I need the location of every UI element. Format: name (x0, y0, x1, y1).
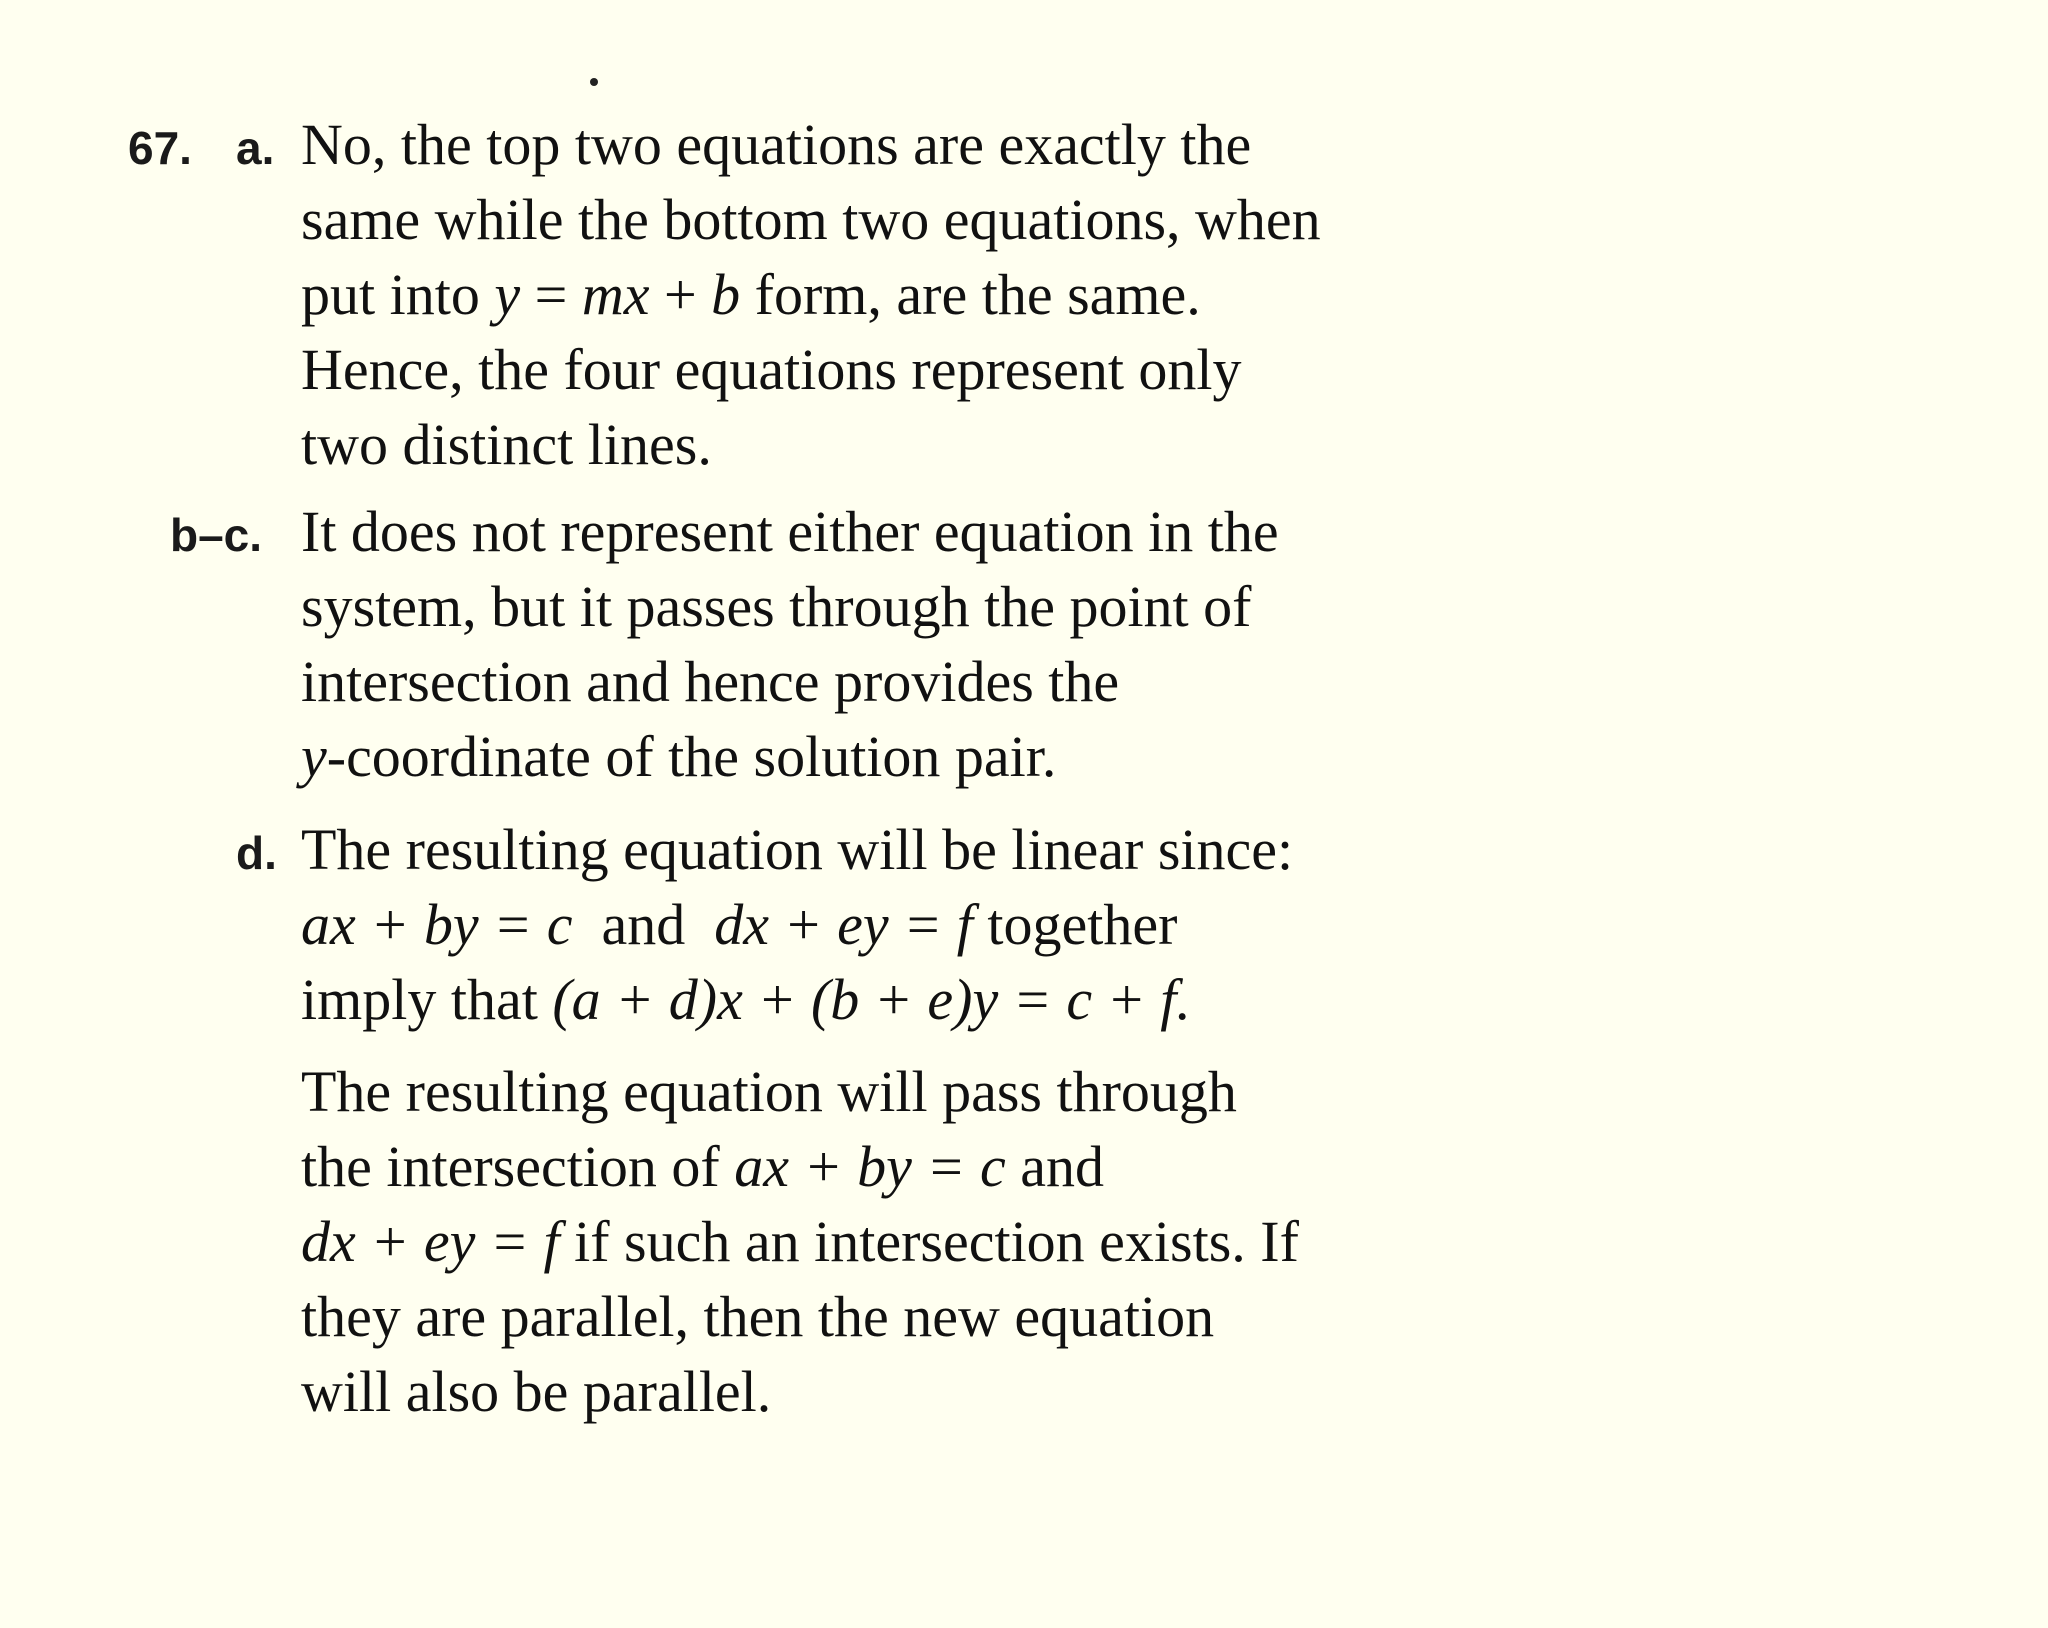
part-a-line-1: No, the top two equations are exactly the (301, 112, 1252, 177)
if-exists-text: if such an intersection exists. If (574, 1209, 1299, 1274)
intersection-of: the intersection of (301, 1134, 720, 1199)
part-d-para2-line-3 (301, 1209, 1299, 1275)
part-d-para2-line-1: The resulting equation will pass through (301, 1059, 1237, 1124)
part-bc-line-2: system, but it passes through the point of (301, 574, 1252, 639)
part-a-line-2: same while the bottom two equations, when (301, 187, 1321, 252)
and-word-2: and (1020, 1134, 1105, 1199)
part-d-line-2 (301, 892, 1177, 958)
part-bc-line-4-text: -coordinate of the solution pair. (326, 724, 1057, 789)
part-bc-label: b–c. (170, 509, 263, 561)
equation-2-ref: dx + ey = f (301, 1209, 560, 1274)
part-bc-line-1: It does not represent either equation in the (301, 499, 1279, 564)
part-d-line-3 (301, 967, 1191, 1033)
equation-1: ax + by = c (301, 892, 573, 957)
var-y-coordinate: y (301, 724, 327, 789)
part-a-label: a. (236, 122, 275, 174)
part-a-line-3-suffix: form, are the same. (754, 262, 1201, 327)
var-mx: mx (581, 262, 650, 327)
imply-that: imply that (301, 967, 538, 1032)
part-d-label: d. (236, 827, 277, 879)
part-a-line-5: two distinct lines. (301, 412, 712, 477)
part-bc-line-4 (301, 724, 1056, 790)
part-d-para2-line-4: they are parallel, then the new equation (301, 1284, 1215, 1349)
var-b: b (711, 262, 741, 327)
part-d-para2-line-2 (301, 1134, 1104, 1200)
part-a-line-4: Hence, the four equations represent only (301, 337, 1242, 402)
plus-sign: + (663, 262, 697, 327)
part-d-line-1: The resulting equation will be linear since: (301, 817, 1294, 882)
combined-equation: (a + d)x + (b + e)y = c + f. (552, 967, 1191, 1032)
stray-dot (590, 78, 598, 86)
equation-1-ref: ax + by = c (734, 1134, 1006, 1199)
together-word: together (987, 892, 1178, 957)
part-d-para2-line-5: will also be parallel. (301, 1359, 772, 1424)
and-word: and (601, 892, 686, 957)
equation-2: dx + ey = f (714, 892, 973, 957)
equals-sign: = (534, 262, 568, 327)
part-a-line-3 (301, 262, 1201, 328)
var-y: y (494, 262, 521, 327)
problem-number: 67. (128, 122, 192, 174)
part-bc-line-3: intersection and hence provides the (301, 649, 1120, 714)
part-a-line-3-prefix: put into (301, 262, 480, 327)
